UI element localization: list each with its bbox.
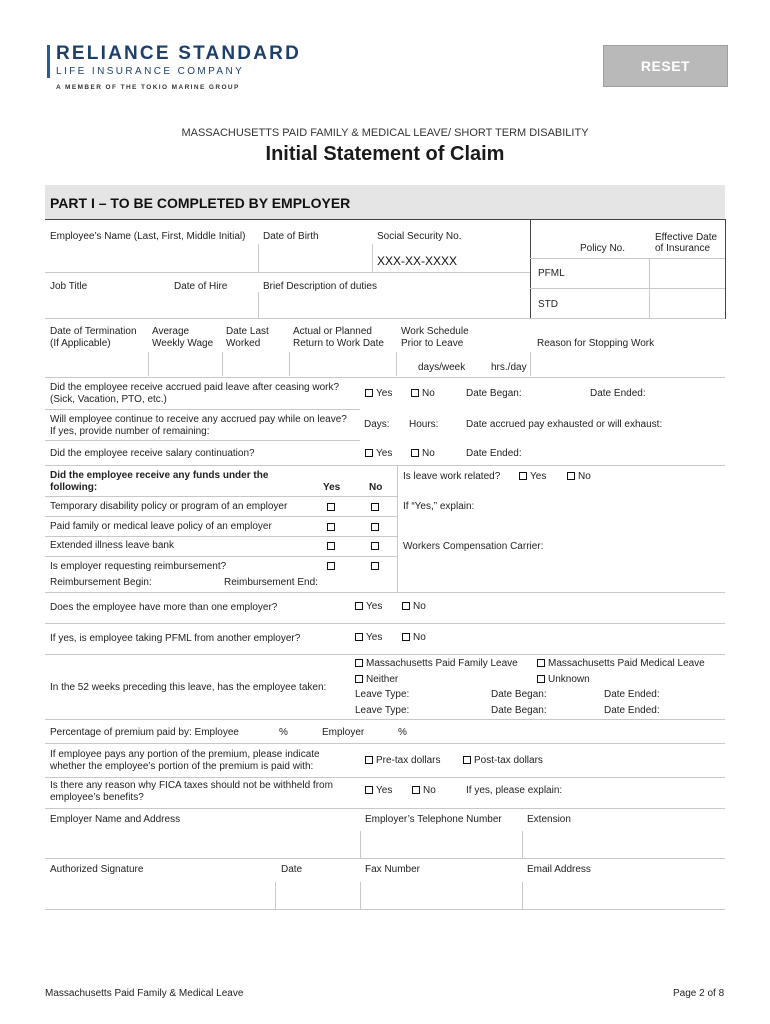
return-label-2: Return to Work Date xyxy=(293,338,384,349)
grid-line xyxy=(148,352,149,376)
grid-line xyxy=(45,592,725,593)
grid-line xyxy=(45,719,725,720)
grid-line xyxy=(45,858,725,859)
grid-line xyxy=(45,377,725,378)
duties-label: Brief Description of duties xyxy=(263,281,377,292)
hours-label: Hours: xyxy=(409,419,439,430)
accrued-yes-option[interactable]: Yes xyxy=(365,388,392,400)
grid-line xyxy=(45,516,397,517)
grid-line xyxy=(45,743,725,744)
extension-label: Extension xyxy=(527,814,571,825)
accrued-date-ended: Date Ended: xyxy=(590,388,646,399)
fax-label: Fax Number xyxy=(365,864,421,875)
funds-2-no-checkbox[interactable] xyxy=(371,523,379,531)
salary-no-option[interactable]: No xyxy=(411,448,435,460)
fica-question-2: employee’s benefits? xyxy=(50,792,144,803)
grid-line xyxy=(45,496,397,497)
funds-4-no-checkbox[interactable] xyxy=(371,562,379,570)
work-related-yes-option[interactable]: Yes xyxy=(519,471,546,483)
effective-date-label-1: Effective Date xyxy=(655,232,718,243)
pct-employer-sign: % xyxy=(398,727,407,738)
checkbox-icon[interactable] xyxy=(537,675,545,683)
avg-wage-label-2: Weekly Wage xyxy=(152,338,214,349)
avg-wage-label-1: Average xyxy=(152,326,190,337)
explain-label: If “Yes,” explain: xyxy=(403,501,475,512)
posttax-option[interactable]: Post-tax dollars xyxy=(463,755,543,767)
termination-label-1: Date of Termination xyxy=(50,326,137,337)
grid-line xyxy=(258,244,259,272)
grid-line xyxy=(45,909,725,910)
salary-date-ended: Date Ended: xyxy=(466,448,522,459)
leave-type-label-1: Leave Type: xyxy=(355,689,410,700)
funds-item-3: Extended illness leave bank xyxy=(50,540,174,551)
funds-1-yes-checkbox[interactable] xyxy=(327,503,335,511)
grid-line xyxy=(45,556,397,557)
form-subtitle: MASSACHUSETTS PAID FAMILY & MEDICAL LEAVE/ SHORT TERM DISABILITY xyxy=(181,127,589,139)
unknown-option[interactable]: Unknown xyxy=(537,674,590,686)
funds-3-yes-checkbox[interactable] xyxy=(327,542,335,550)
date-ended-label-1: Date Ended: xyxy=(604,689,660,700)
page-title: Initial Statement of Claim xyxy=(265,143,505,165)
accrued-question-2: (Sick, Vacation, PTO, etc.) xyxy=(50,394,167,405)
reimb-ended-label: Reimbursement End: xyxy=(224,577,318,588)
funds-1-no-checkbox[interactable] xyxy=(371,503,379,511)
checkbox-icon[interactable] xyxy=(355,675,363,683)
grid-line xyxy=(522,882,523,909)
pct-employee-sign: % xyxy=(279,727,288,738)
grid-line xyxy=(397,466,398,592)
checkbox-icon[interactable] xyxy=(567,472,575,480)
grid-line xyxy=(372,244,373,272)
employee-name-label: Employee’s Name (Last, First, Middle Initial) xyxy=(50,231,246,242)
funds-3-no-checkbox[interactable] xyxy=(371,542,379,550)
logo-tagline: A MEMBER OF THE TOKIO MARINE GROUP xyxy=(56,84,240,91)
grid-line xyxy=(360,882,361,909)
grid-line xyxy=(45,623,725,624)
checkbox-icon[interactable] xyxy=(411,449,419,457)
premium-question-1: If employee pays any portion of the premium, please indicate xyxy=(50,749,320,760)
frame-top xyxy=(45,219,725,220)
fica-explain-label: If yes, please explain: xyxy=(466,785,563,796)
checkbox-icon[interactable] xyxy=(355,602,363,610)
work-schedule-label-1: Work Schedule xyxy=(401,326,469,337)
salary-question: Did the employee receive salary continuation? xyxy=(50,448,255,459)
accrued-date-began: Date Began: xyxy=(466,388,522,399)
pct-premium-label: Percentage of premium paid by: Employee xyxy=(50,727,239,738)
work-related-no-option[interactable]: No xyxy=(567,471,591,483)
funds-question-2: following: xyxy=(50,482,98,493)
comp-carrier-label: Workers Compensation Carrier: xyxy=(403,541,544,552)
page-number: Page 2 of 8 xyxy=(673,988,725,999)
grid-line xyxy=(45,318,530,319)
more-employer-yes-option[interactable]: Yes xyxy=(355,601,382,613)
ma-medical-option[interactable]: Massachusetts Paid Medical Leave xyxy=(537,658,705,670)
grid-line xyxy=(45,777,725,778)
funds-col-yes: Yes xyxy=(323,482,341,493)
logo-name: RELIANCE STANDARD xyxy=(56,43,301,64)
checkbox-icon[interactable] xyxy=(365,786,373,794)
funds-4-yes-checkbox[interactable] xyxy=(327,562,335,570)
policy-divider xyxy=(530,219,531,319)
salary-yes-option[interactable]: Yes xyxy=(365,448,392,460)
checkbox-icon[interactable] xyxy=(365,389,373,397)
logo-subname: LIFE INSURANCE COMPANY xyxy=(56,66,245,77)
grid-line xyxy=(258,292,259,318)
grid-line xyxy=(45,654,725,655)
funds-2-yes-checkbox[interactable] xyxy=(327,523,335,531)
checkbox-icon[interactable] xyxy=(365,756,373,764)
footer-left: Massachusetts Paid Family & Medical Leave xyxy=(45,988,244,999)
fica-no-option[interactable]: No xyxy=(412,785,436,797)
funds-item-2: Paid family or medical leave policy of an employer xyxy=(50,521,272,532)
leave-type-label-2: Leave Type: xyxy=(355,705,410,716)
ma-family-option[interactable]: Massachusetts Paid Family Leave xyxy=(355,658,518,670)
work-schedule-label-2: Prior to Leave xyxy=(401,338,464,349)
policy-no-label: Policy No. xyxy=(580,243,626,254)
checkbox-icon[interactable] xyxy=(402,602,410,610)
effective-date-label-2: of Insurance xyxy=(655,243,711,254)
last-worked-label-2: Worked xyxy=(226,338,261,349)
employer-name-label: Employer Name and Address xyxy=(50,814,181,825)
accrued-exhausted-label: Date accrued pay exhausted or will exhaust: xyxy=(466,419,663,430)
date-began-label-2: Date Began: xyxy=(491,705,547,716)
grid-line xyxy=(45,440,360,441)
days-week-label: days/week xyxy=(418,362,466,373)
pfml-another-question: If yes, is employee taking PFML from another employer? xyxy=(50,633,301,644)
grid-line xyxy=(530,352,531,376)
ssn-field[interactable]: XXX-XX-XXXX xyxy=(377,254,458,268)
grid-line xyxy=(222,352,223,376)
grid-line xyxy=(45,808,725,809)
grid-line xyxy=(289,352,290,376)
more-employer-no-option[interactable]: No xyxy=(402,601,426,613)
checkbox-icon[interactable] xyxy=(355,659,363,667)
termination-label-2: (If Applicable) xyxy=(50,338,111,349)
reimb-began-label: Reimbursement Begin: xyxy=(50,577,152,588)
ssn-label: Social Security No. xyxy=(377,231,462,242)
job-title-label: Job Title xyxy=(50,281,88,292)
date-of-hire-label: Date of Hire xyxy=(174,281,228,292)
checkbox-icon[interactable] xyxy=(402,633,410,641)
dob-label: Date of Birth xyxy=(263,231,319,242)
checkbox-icon[interactable] xyxy=(537,659,545,667)
checkbox-icon[interactable] xyxy=(355,633,363,641)
signature-date-label: Date xyxy=(281,864,303,875)
accrued-question-1: Did the employee receive accrued paid leave after ceasing work? xyxy=(50,382,340,393)
pfml-label: PFML xyxy=(538,268,565,279)
grid-line xyxy=(45,409,360,410)
fica-question-1: Is there any reason why FICA taxes should not be withheld from xyxy=(50,780,333,791)
work-related-question: Is leave work related? xyxy=(403,471,501,482)
std-label: STD xyxy=(538,299,558,310)
accrued-no-option[interactable]: No xyxy=(411,388,435,400)
funds-item-1: Temporary disability policy or program of an employer xyxy=(50,501,288,512)
pfml-another-yes-option[interactable]: Yes xyxy=(355,632,382,644)
more-employer-question: Does the employee have more than one employer? xyxy=(50,602,278,613)
days-label: Days: xyxy=(364,419,390,430)
weeks52-question: In the 52 weeks preceding this leave, has the employee taken: xyxy=(50,682,327,693)
pretax-option[interactable]: Pre-tax dollars xyxy=(365,755,440,767)
grid-line xyxy=(522,831,523,858)
checkbox-icon[interactable] xyxy=(411,389,419,397)
date-ended-label-2: Date Ended: xyxy=(604,705,660,716)
reset-button[interactable]: RESET xyxy=(603,45,728,87)
grid-line xyxy=(45,536,397,537)
grid-line xyxy=(530,288,725,289)
grid-line xyxy=(275,882,276,909)
checkbox-icon[interactable] xyxy=(365,449,373,457)
email-label: Email Address xyxy=(527,864,591,875)
employer-pct-label: Employer xyxy=(322,727,365,738)
reason-stopping-label: Reason for Stopping Work xyxy=(537,338,655,349)
checkbox-icon[interactable] xyxy=(412,786,420,794)
hrs-day-label: hrs./day xyxy=(491,362,527,373)
return-label-1: Actual or Planned xyxy=(293,326,372,337)
premium-question-2: whether the employee’s portion of the premium is paid with: xyxy=(50,761,314,772)
continue-question-2: If yes, provide number of remaining: xyxy=(50,426,210,437)
employer-phone-label: Employer’s Telephone Number xyxy=(365,814,502,825)
pfml-another-no-option[interactable]: No xyxy=(402,632,426,644)
neither-option[interactable]: Neither xyxy=(355,674,398,686)
grid-line xyxy=(530,318,725,319)
frame-right xyxy=(725,219,726,319)
continue-question-1: Will employee continue to receive any accrued pay while on leave? xyxy=(50,414,347,425)
funds-item-4: Is employer requesting reimbursement? xyxy=(50,561,227,572)
funds-question-1: Did the employee receive any funds under the xyxy=(50,470,269,481)
date-began-label-1: Date Began: xyxy=(491,689,547,700)
last-worked-label-1: Date Last xyxy=(226,326,269,337)
auth-signature-label: Authorized Signature xyxy=(50,864,144,875)
grid-line xyxy=(396,352,397,376)
checkbox-icon[interactable] xyxy=(519,472,527,480)
grid-line xyxy=(45,465,725,466)
logo-bar xyxy=(47,45,50,78)
grid-line xyxy=(45,272,530,273)
funds-col-no: No xyxy=(369,482,383,493)
fica-yes-option[interactable]: Yes xyxy=(365,785,392,797)
checkbox-icon[interactable] xyxy=(463,756,471,764)
grid-line xyxy=(530,258,725,259)
grid-line xyxy=(360,831,361,858)
part-heading: PART I – TO BE COMPLETED BY EMPLOYER xyxy=(50,195,351,211)
